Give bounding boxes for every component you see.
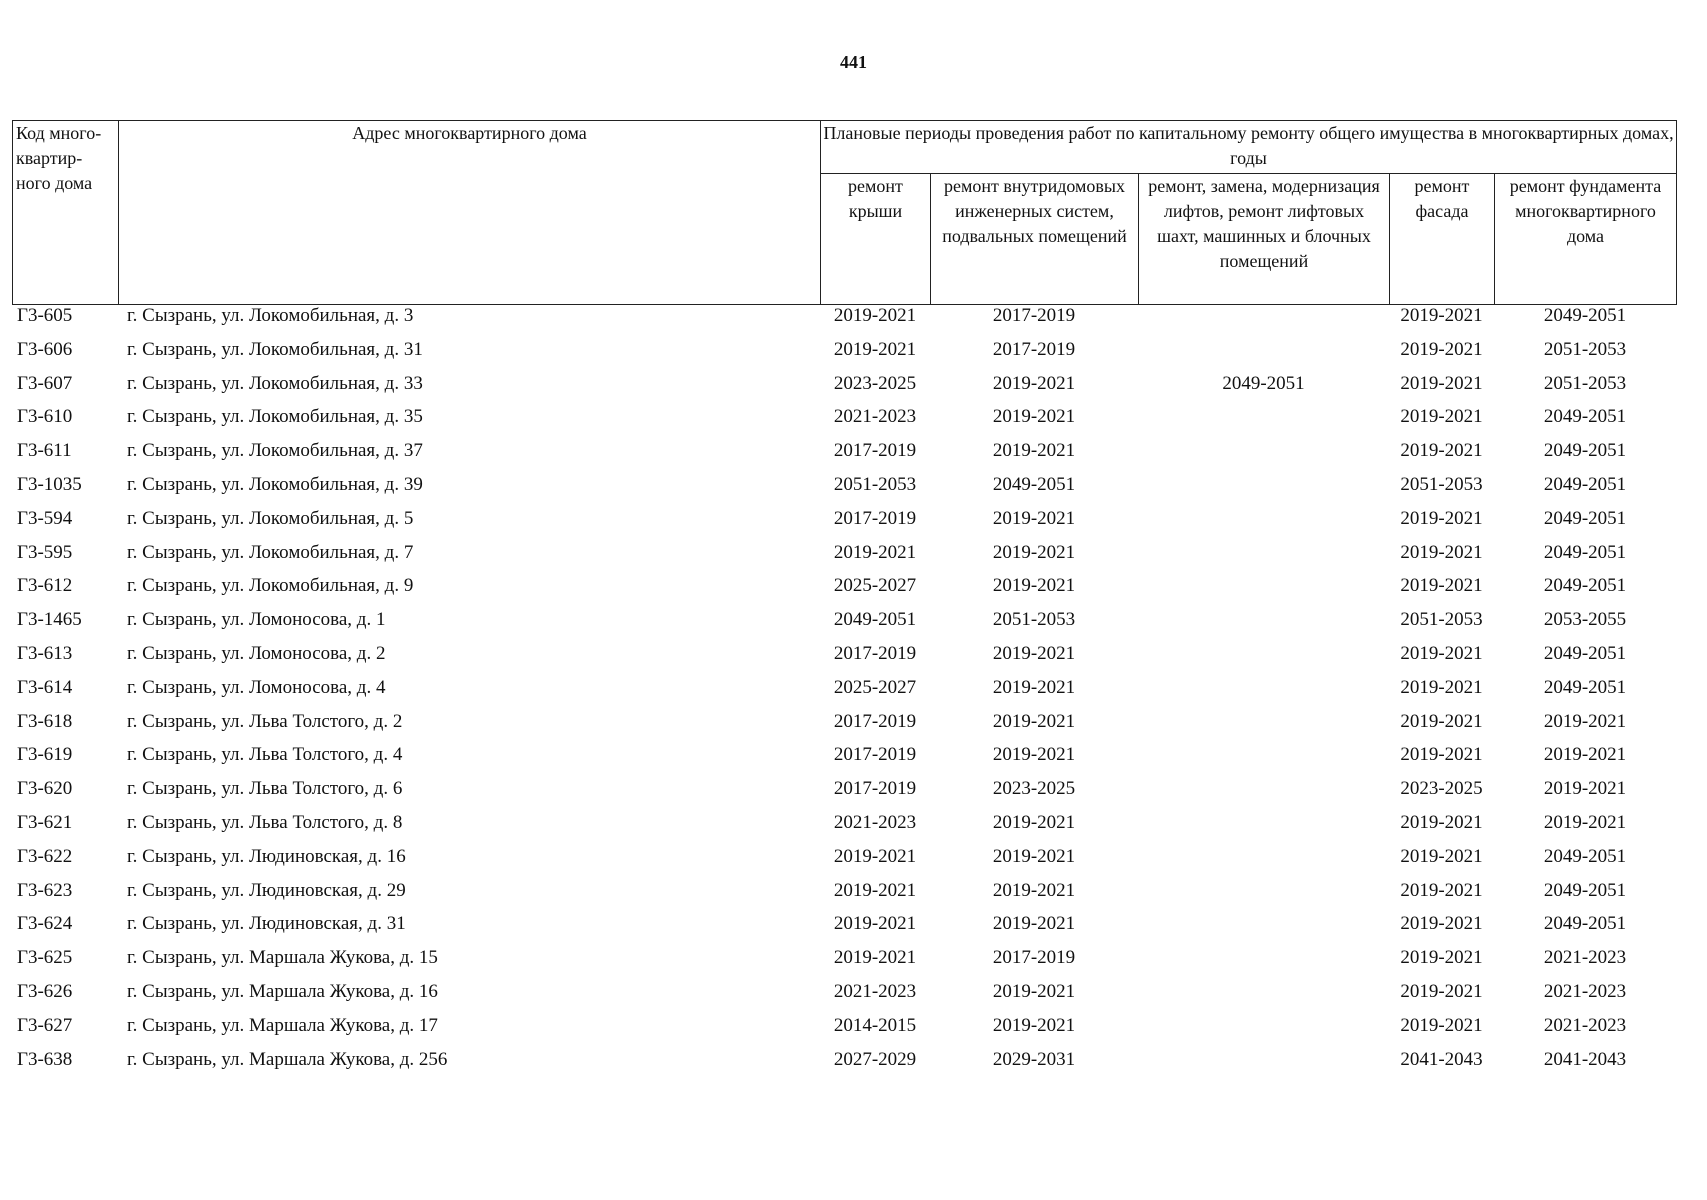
cell-roof: 2025-2027 xyxy=(833,676,917,698)
table-row xyxy=(12,406,1676,440)
table-row xyxy=(12,339,1676,373)
cell-engineering: 2019-2021 xyxy=(992,913,1076,935)
cell-roof: 2051-2053 xyxy=(833,473,917,495)
cell-engineering: 2049-2051 xyxy=(992,473,1076,495)
cell-facade: 2051-2053 xyxy=(1400,473,1483,495)
cell-address: г. Сызрань, ул. Локомобильная, д. 5 xyxy=(127,507,414,529)
cell-engineering: 2017-2019 xyxy=(992,338,1076,360)
cell-elevators xyxy=(1138,880,1389,914)
cell-elevators xyxy=(1138,575,1389,609)
table-row xyxy=(12,744,1676,778)
cell-roof: 2021-2023 xyxy=(833,980,917,1002)
cell-code: Г3-618 xyxy=(17,710,73,732)
cell-elevators xyxy=(1138,812,1389,846)
cell-facade: 2019-2021 xyxy=(1400,575,1483,597)
cell-code: Г3-621 xyxy=(17,811,73,833)
cell-roof: 2019-2021 xyxy=(833,879,917,901)
cell-elevators xyxy=(1138,643,1389,677)
cell-code: Г3-614 xyxy=(17,676,73,698)
cell-elevators xyxy=(1138,406,1389,440)
table-row xyxy=(12,677,1676,711)
table-row xyxy=(12,643,1676,677)
cell-address: г. Сызрань, ул. Локомобильная, д. 39 xyxy=(127,473,423,495)
cell-foundation: 2049-2051 xyxy=(1543,913,1627,935)
cell-facade: 2019-2021 xyxy=(1400,305,1483,326)
cell-foundation: 2049-2051 xyxy=(1543,845,1627,867)
cell-roof: 2019-2021 xyxy=(833,338,917,360)
cell-roof: 2019-2021 xyxy=(833,541,917,563)
cell-facade: 2019-2021 xyxy=(1400,372,1483,394)
cell-foundation: 2019-2021 xyxy=(1543,744,1627,766)
cell-code: Г3-626 xyxy=(17,980,73,1002)
cell-engineering: 2019-2021 xyxy=(992,980,1076,1002)
cell-foundation: 2049-2051 xyxy=(1543,406,1627,428)
cell-facade: 2051-2053 xyxy=(1400,609,1483,631)
table-row xyxy=(12,913,1676,947)
cell-roof: 2017-2019 xyxy=(833,778,917,800)
table-row xyxy=(12,812,1676,846)
cell-roof: 2017-2019 xyxy=(833,710,917,732)
cell-facade: 2019-2021 xyxy=(1400,676,1483,698)
cell-roof: 2019-2021 xyxy=(833,913,917,935)
cell-code: Г3-610 xyxy=(17,406,73,428)
cell-facade: 2019-2021 xyxy=(1400,541,1483,563)
cell-facade: 2019-2021 xyxy=(1400,338,1483,360)
cell-facade: 2019-2021 xyxy=(1400,440,1483,462)
table-row xyxy=(12,846,1676,880)
cell-facade: 2041-2043 xyxy=(1400,1048,1483,1070)
cell-engineering: 2019-2021 xyxy=(992,440,1076,462)
cell-foundation: 2019-2021 xyxy=(1543,778,1627,800)
table-row xyxy=(12,373,1676,407)
table-body xyxy=(12,305,1676,1082)
cell-facade: 2019-2021 xyxy=(1400,811,1483,833)
cell-engineering: 2019-2021 xyxy=(992,1014,1076,1036)
table-row xyxy=(12,575,1676,609)
cell-address: г. Сызрань, ул. Льва Толстого, д. 6 xyxy=(127,778,403,800)
document-sheet xyxy=(12,120,1677,1082)
cell-facade: 2019-2021 xyxy=(1400,744,1483,766)
cell-code: Г3-613 xyxy=(17,642,73,664)
cell-code: Г3-606 xyxy=(17,338,73,360)
cell-elevators xyxy=(1138,744,1389,778)
cell-foundation: 2021-2023 xyxy=(1543,980,1627,1002)
cell-elevators xyxy=(1138,474,1389,508)
cell-roof: 2023-2025 xyxy=(833,372,917,394)
cell-elevators xyxy=(1138,440,1389,474)
table-row xyxy=(12,440,1676,474)
cell-address: г. Сызрань, ул. Локомобильная, д. 33 xyxy=(127,372,423,394)
cell-elevators xyxy=(1138,508,1389,542)
table-row xyxy=(12,1049,1676,1083)
cell-elevators xyxy=(1138,913,1389,947)
cell-foundation: 2049-2051 xyxy=(1543,676,1627,698)
cell-engineering: 2019-2021 xyxy=(992,372,1076,394)
cell-engineering: 2019-2021 xyxy=(992,845,1076,867)
header-elevators: ремонт, замена, модернизация лифтов, ремонт лифтовых шахт, машинных и блочных помещений xyxy=(1139,174,1390,305)
cell-engineering: 2019-2021 xyxy=(992,710,1076,732)
table-row xyxy=(12,981,1676,1015)
cell-foundation: 2049-2051 xyxy=(1543,642,1627,664)
cell-code: Г3-611 xyxy=(17,440,72,462)
cell-elevators xyxy=(1138,305,1389,339)
cell-code: Г3-638 xyxy=(17,1048,73,1070)
cell-roof: 2021-2023 xyxy=(833,811,917,833)
cell-address: г. Сызрань, ул. Локомобильная, д. 37 xyxy=(127,440,423,462)
cell-address: г. Сызрань, ул. Локомобильная, д. 9 xyxy=(127,575,414,597)
cell-elevators xyxy=(1138,677,1389,711)
cell-code: Г3-624 xyxy=(17,913,73,935)
cell-address: г. Сызрань, ул. Маршала Жукова, д. 256 xyxy=(127,1048,448,1070)
cell-facade: 2019-2021 xyxy=(1400,1014,1483,1036)
cell-elevators xyxy=(1138,711,1389,745)
cell-code: Г3-594 xyxy=(17,507,73,529)
cell-engineering: 2019-2021 xyxy=(992,406,1076,428)
cell-engineering: 2019-2021 xyxy=(992,879,1076,901)
table-row xyxy=(12,474,1676,508)
cell-engineering: 2019-2021 xyxy=(992,676,1076,698)
cell-facade: 2019-2021 xyxy=(1400,845,1483,867)
cell-engineering: 2019-2021 xyxy=(992,507,1076,529)
cell-code: Г3-607 xyxy=(17,372,73,394)
header-periods: Плановые периоды проведения работ по капитальному ремонту общего имущества в многоквартирных домах, годы xyxy=(821,121,1677,174)
cell-engineering: 2019-2021 xyxy=(992,811,1076,833)
cell-roof: 2049-2051 xyxy=(833,609,917,631)
cell-elevators xyxy=(1138,778,1389,812)
cell-address: г. Сызрань, ул. Льва Толстого, д. 4 xyxy=(127,744,403,766)
header-engineering: ремонт внутридомовых инженерных систем, подвальных помещений xyxy=(931,174,1139,305)
table-row xyxy=(12,508,1676,542)
cell-facade: 2023-2025 xyxy=(1400,778,1483,800)
cell-elevators xyxy=(1138,981,1389,1015)
cell-roof: 2014-2015 xyxy=(833,1014,917,1036)
cell-foundation: 2049-2051 xyxy=(1543,879,1627,901)
cell-address: г. Сызрань, ул. Людиновская, д. 16 xyxy=(127,845,406,867)
cell-facade: 2019-2021 xyxy=(1400,879,1483,901)
cell-foundation: 2021-2023 xyxy=(1543,947,1627,969)
cell-facade: 2019-2021 xyxy=(1400,507,1483,529)
cell-roof: 2021-2023 xyxy=(833,406,917,428)
cell-address: г. Сызрань, ул. Локомобильная, д. 35 xyxy=(127,406,423,428)
cell-facade: 2019-2021 xyxy=(1400,913,1483,935)
cell-engineering: 2019-2021 xyxy=(992,744,1076,766)
cell-foundation: 2049-2051 xyxy=(1543,541,1627,563)
cell-engineering: 2023-2025 xyxy=(992,778,1076,800)
cell-address: г. Сызрань, ул. Людиновская, д. 31 xyxy=(127,913,406,935)
cell-engineering: 2029-2031 xyxy=(992,1048,1076,1070)
cell-engineering: 2051-2053 xyxy=(992,609,1076,631)
header-roof: ремонт крыши xyxy=(821,174,931,305)
cell-facade: 2019-2021 xyxy=(1400,947,1483,969)
cell-elevators xyxy=(1138,947,1389,981)
header-address: Адрес многоквартирного дома xyxy=(119,121,821,305)
cell-foundation: 2051-2053 xyxy=(1543,372,1627,394)
cell-foundation: 2049-2051 xyxy=(1543,507,1627,529)
cell-code: Г3-605 xyxy=(17,305,73,326)
table-row xyxy=(12,1015,1676,1049)
cell-foundation: 2041-2043 xyxy=(1543,1048,1627,1070)
cell-code: Г3-595 xyxy=(17,541,73,563)
cell-roof: 2017-2019 xyxy=(833,744,917,766)
cell-address: г. Сызрань, ул. Маршала Жукова, д. 17 xyxy=(127,1014,438,1036)
cell-address: г. Сызрань, ул. Ломоносова, д. 4 xyxy=(127,676,386,698)
cell-foundation: 2049-2051 xyxy=(1543,473,1627,495)
cell-foundation: 2049-2051 xyxy=(1543,575,1627,597)
table-row xyxy=(12,880,1676,914)
cell-address: г. Сызрань, ул. Ломоносова, д. 2 xyxy=(127,642,386,664)
cell-roof: 2017-2019 xyxy=(833,642,917,664)
cell-facade: 2019-2021 xyxy=(1400,980,1483,1002)
cell-code: Г3-620 xyxy=(17,778,73,800)
table-row xyxy=(12,305,1676,339)
cell-code: Г3-622 xyxy=(17,845,73,867)
table-header xyxy=(12,120,1677,305)
cell-code: Г3-619 xyxy=(17,744,73,766)
cell-code: Г3-1035 xyxy=(17,473,82,495)
cell-code: Г3-612 xyxy=(17,575,73,597)
cell-address: г. Сызрань, ул. Людиновская, д. 29 xyxy=(127,879,406,901)
header-facade: ремонт фасада xyxy=(1390,174,1495,305)
table-row xyxy=(12,542,1676,576)
cell-code: Г3-627 xyxy=(17,1014,73,1036)
cell-facade: 2019-2021 xyxy=(1400,406,1483,428)
table-row xyxy=(12,609,1676,643)
cell-facade: 2019-2021 xyxy=(1400,642,1483,664)
cell-facade: 2019-2021 xyxy=(1400,710,1483,732)
header-foundation: ремонт фундамента многоквартирного дома xyxy=(1495,174,1677,305)
cell-engineering: 2017-2019 xyxy=(992,947,1076,969)
cell-foundation: 2049-2051 xyxy=(1543,440,1627,462)
cell-code: Г3-1465 xyxy=(17,609,82,631)
cell-foundation: 2019-2021 xyxy=(1543,710,1627,732)
cell-roof: 2019-2021 xyxy=(833,845,917,867)
cell-elevators xyxy=(1138,1015,1389,1049)
header-code: Код много-квартир-ного дома xyxy=(13,121,119,305)
cell-elevators: 2049-2051 xyxy=(1222,372,1305,394)
cell-engineering: 2019-2021 xyxy=(992,575,1076,597)
cell-foundation: 2049-2051 xyxy=(1543,305,1627,326)
cell-roof: 2027-2029 xyxy=(833,1048,917,1070)
cell-roof: 2017-2019 xyxy=(833,507,917,529)
cell-foundation: 2053-2055 xyxy=(1543,609,1627,631)
cell-elevators xyxy=(1138,846,1389,880)
cell-foundation: 2021-2023 xyxy=(1543,1014,1627,1036)
cell-address: г. Сызрань, ул. Ломоносова, д. 1 xyxy=(127,609,386,631)
cell-address: г. Сызрань, ул. Льва Толстого, д. 2 xyxy=(127,710,403,732)
cell-foundation: 2019-2021 xyxy=(1543,811,1627,833)
cell-address: г. Сызрань, ул. Маршала Жукова, д. 15 xyxy=(127,947,438,969)
cell-roof: 2017-2019 xyxy=(833,440,917,462)
cell-elevators xyxy=(1138,339,1389,373)
cell-engineering: 2019-2021 xyxy=(992,642,1076,664)
cell-roof: 2025-2027 xyxy=(833,575,917,597)
cell-elevators xyxy=(1138,542,1389,576)
cell-elevators xyxy=(1138,1049,1389,1083)
cell-roof: 2019-2021 xyxy=(833,947,917,969)
cell-address: г. Сызрань, ул. Маршала Жукова, д. 16 xyxy=(127,980,438,1002)
cell-code: Г3-623 xyxy=(17,879,73,901)
table-row xyxy=(12,711,1676,745)
cell-address: г. Сызрань, ул. Локомобильная, д. 7 xyxy=(127,541,414,563)
cell-engineering: 2017-2019 xyxy=(992,305,1076,326)
cell-address: г. Сызрань, ул. Локомобильная, д. 3 xyxy=(127,305,414,326)
table-row xyxy=(12,947,1676,981)
cell-elevators xyxy=(1138,609,1389,643)
cell-engineering: 2019-2021 xyxy=(992,541,1076,563)
table-row xyxy=(12,778,1676,812)
cell-address: г. Сызрань, ул. Льва Толстого, д. 8 xyxy=(127,811,403,833)
cell-code: Г3-625 xyxy=(17,947,73,969)
cell-address: г. Сызрань, ул. Локомобильная, д. 31 xyxy=(127,338,423,360)
cell-roof: 2019-2021 xyxy=(833,305,917,326)
cell-foundation: 2051-2053 xyxy=(1543,338,1627,360)
page-number: 441 xyxy=(840,52,867,72)
